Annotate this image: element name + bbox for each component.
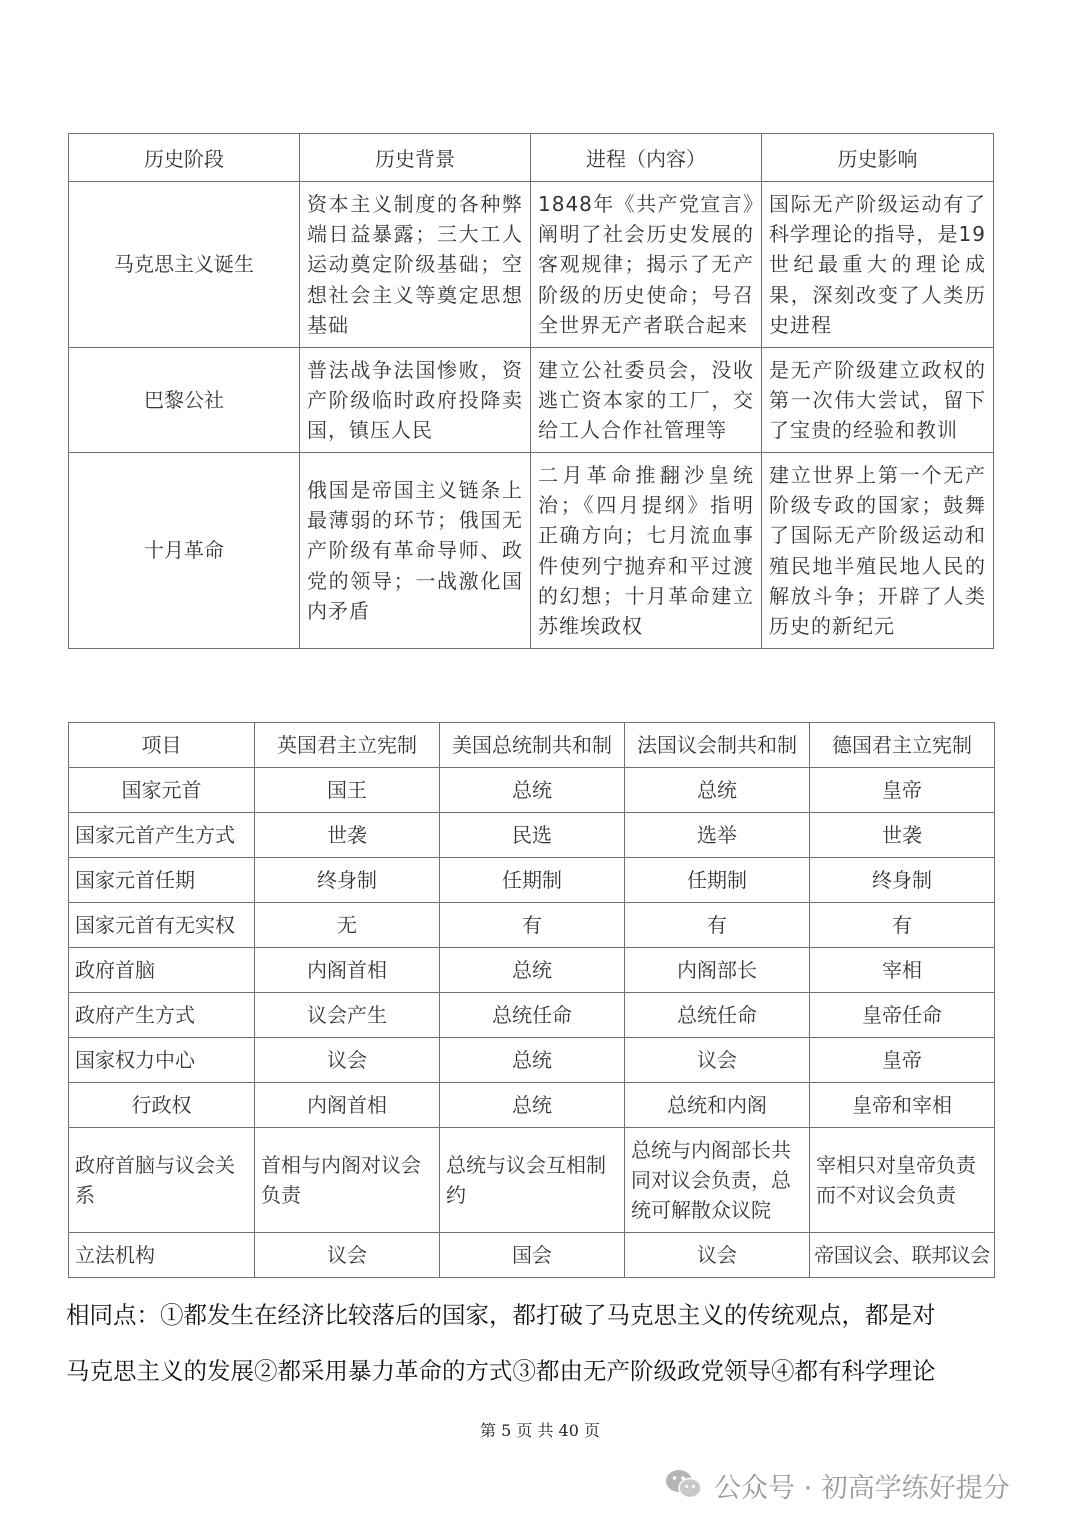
table-cell: 国会: [440, 1233, 625, 1278]
table-cell: 总统: [440, 948, 625, 993]
table-cell: 宰相: [810, 948, 995, 993]
header-germany: 德国君主立宪制: [810, 723, 995, 768]
page-number: 第 5 页 共 40 页: [480, 1421, 600, 1440]
table-cell: 总统任命: [625, 993, 810, 1038]
table-cell: 有: [440, 903, 625, 948]
stage-cell: 马克思主义诞生: [69, 182, 300, 348]
table-cell: 总统与议会互相制约: [440, 1128, 625, 1233]
background-cell: 俄国是帝国主义链条上最薄弱的环节；俄国无产阶级有革命导师、政党的领导；一战激化国内矛盾: [300, 453, 531, 649]
table-row: [69, 1128, 995, 1233]
table-row: [69, 1083, 995, 1128]
table-cell: 终身制: [255, 858, 440, 903]
table-cell: 皇帝: [810, 768, 995, 813]
table-cell: 总统和内阁: [625, 1083, 810, 1128]
table-cell: 议会: [255, 1038, 440, 1083]
row-label: 国家权力中心: [69, 1038, 255, 1083]
table-cell: 总统: [440, 768, 625, 813]
header-process: 进程（内容）: [531, 134, 762, 182]
table-cell: 国王: [255, 768, 440, 813]
row-label: 国家元首有无实权: [69, 903, 255, 948]
paragraph-line-1: 相同点：①都发生在经济比较落后的国家，都打破了马克思主义的传统观点，都是对: [66, 1301, 936, 1329]
table-cell: 皇帝: [810, 1038, 995, 1083]
watermark-text: 公众号 · 初高学练好提分: [714, 1472, 1010, 1504]
wechat-icon: [664, 1468, 704, 1502]
table-cell: 帝国议会、联邦议会: [810, 1233, 995, 1278]
table-cell: 任期制: [440, 858, 625, 903]
impact-cell: 建立世界上第一个无产阶级专政的国家；鼓舞了国际无产阶级运动和殖民地半殖民地人民的解放斗争；开辟了人类历史的新纪元: [762, 453, 994, 649]
table-row: [69, 182, 994, 348]
table-row: [69, 903, 995, 948]
table-cell: 民选: [440, 813, 625, 858]
process-cell: 1848年《共产党宣言》阐明了社会历史发展的客观规律；揭示了无产阶级的历史使命；号召全世界无产者联合起来: [531, 182, 762, 348]
header-background: 历史背景: [300, 134, 531, 182]
table-cell: 总统: [625, 768, 810, 813]
table-row: [69, 1038, 995, 1083]
background-cell: 普法战争法国惨败，资产阶级临时政府投降卖国，镇压人民: [300, 348, 531, 453]
table-header-row: [69, 723, 995, 768]
table-row: [69, 453, 994, 649]
header-uk: 英国君主立宪制: [255, 723, 440, 768]
row-label: 政府首脑与议会关系: [69, 1128, 255, 1233]
table-cell: 总统任命: [440, 993, 625, 1038]
table-cell: 议会: [625, 1233, 810, 1278]
table-row: [69, 768, 995, 813]
header-impact: 历史影响: [762, 134, 994, 182]
table-cell: 任期制: [625, 858, 810, 903]
table-cell: 总统: [440, 1083, 625, 1128]
stage-cell: 十月革命: [69, 453, 300, 649]
header-stage: 历史阶段: [69, 134, 300, 182]
table-cell: 议会: [255, 1233, 440, 1278]
process-cell: 建立公社委员会，没收逃亡资本家的工厂，交给工人合作社管理等: [531, 348, 762, 453]
table-row: [69, 1233, 995, 1278]
table-cell: 总统: [440, 1038, 625, 1083]
table-row: [69, 813, 995, 858]
table-cell: 无: [255, 903, 440, 948]
row-label: 国家元首产生方式: [69, 813, 255, 858]
header-us: 美国总统制共和制: [440, 723, 625, 768]
table-cell: 议会产生: [255, 993, 440, 1038]
table-cell: 选举: [625, 813, 810, 858]
background-cell: 资本主义制度的各种弊端日益暴露；三大工人运动奠定阶级基础；空想社会主义等奠定思想基础: [300, 182, 531, 348]
row-label: 政府首脑: [69, 948, 255, 993]
table-row: [69, 993, 995, 1038]
table-row: [69, 948, 995, 993]
table-header-row: [69, 134, 994, 182]
row-label: 行政权: [69, 1083, 255, 1128]
table-cell: 世袭: [255, 813, 440, 858]
table-cell: 有: [625, 903, 810, 948]
table-cell: 内阁首相: [255, 948, 440, 993]
row-label: 国家元首: [69, 768, 255, 813]
table-cell: 皇帝任命: [810, 993, 995, 1038]
table-cell: 宰相只对皇帝负责而不对议会负责: [810, 1128, 995, 1233]
header-france: 法国议会制共和制: [625, 723, 810, 768]
table-cell: 总统与内阁部长共同对议会负责，总统可解散众议院: [625, 1128, 810, 1233]
political-systems-table: [68, 722, 995, 1278]
table-row: [69, 348, 994, 453]
row-label: 国家元首任期: [69, 858, 255, 903]
table-cell: 世袭: [810, 813, 995, 858]
table-cell: 皇帝和宰相: [810, 1083, 995, 1128]
watermark: [664, 1463, 1010, 1507]
table-row: [69, 858, 995, 903]
row-label: 政府产生方式: [69, 993, 255, 1038]
history-stages-table: [68, 133, 994, 649]
stage-cell: 巴黎公社: [69, 348, 300, 453]
table-cell: 有: [810, 903, 995, 948]
header-item: 项目: [69, 723, 255, 768]
table-cell: 终身制: [810, 858, 995, 903]
process-cell: 二月革命推翻沙皇统治；《四月提纲》指明正确方向；七月流血事件使列宁抛弃和平过渡的幻想；十月革命建立苏维埃政权: [531, 453, 762, 649]
impact-cell: 国际无产阶级运动有了科学理论的指导，是19世纪最重大的理论成果，深刻改变了人类历史进程: [762, 182, 994, 348]
impact-cell: 是无产阶级建立政权的第一次伟大尝试，留下了宝贵的经验和教训: [762, 348, 994, 453]
row-label: 立法机构: [69, 1233, 255, 1278]
table-cell: 内阁部长: [625, 948, 810, 993]
table-cell: 首相与内阁对议会负责: [255, 1128, 440, 1233]
table-cell: 内阁首相: [255, 1083, 440, 1128]
table-cell: 议会: [625, 1038, 810, 1083]
paragraph-line-2: 马克思主义的发展②都采用暴力革命的方式③都由无产阶级政党领导④都有科学理论: [66, 1357, 936, 1385]
